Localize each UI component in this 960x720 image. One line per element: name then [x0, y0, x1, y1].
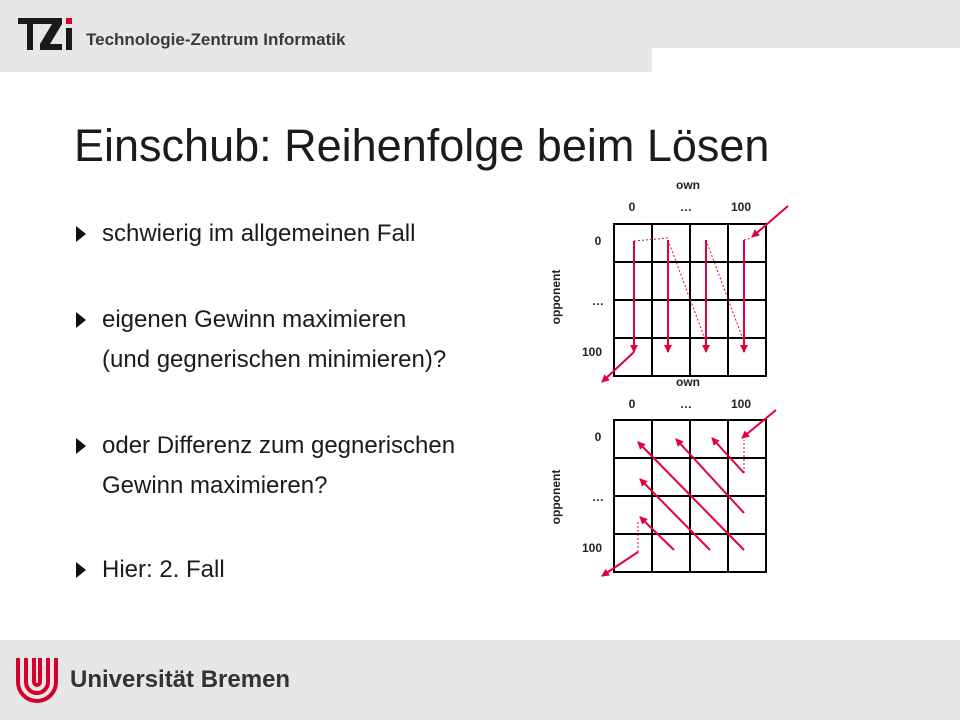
y-tick-label: … — [592, 490, 604, 504]
university-seal-logo — [14, 654, 60, 704]
x-tick-label: 0 — [628, 397, 636, 411]
bullet-2-text-line-1: eigenen Gewinn maximieren — [102, 306, 407, 333]
bullet-3-text-line-1: oder Differenz zum gegnerischen — [102, 432, 456, 459]
university-name: Universität Bremen — [70, 666, 291, 693]
y-tick-label: 0 — [594, 430, 602, 444]
diagram-column-order — [549, 178, 788, 382]
x-tick-label: 0 — [628, 200, 636, 214]
x-tick-label: … — [680, 397, 692, 411]
bullet-3-text-line-2: Gewinn maximieren? — [102, 472, 328, 499]
x-axis-title: own — [676, 375, 700, 389]
x-tick-label: 100 — [730, 200, 752, 214]
institute-name: Technologie-Zentrum Informatik — [86, 30, 346, 49]
x-axis-title: own — [676, 178, 700, 192]
y-tick-label: 100 — [581, 345, 603, 359]
diagram-diagonal-order — [549, 375, 776, 576]
bullet-2-text-line-2: (und gegnerischen minimieren)? — [102, 346, 447, 373]
x-tick-label: … — [680, 200, 692, 214]
y-axis-title: opponent — [549, 469, 563, 525]
bullet-4-text: Hier: 2. Fall — [102, 556, 225, 583]
x-tick-label: 100 — [730, 397, 752, 411]
y-tick-label: 100 — [581, 541, 603, 555]
y-axis-title: opponent — [549, 269, 563, 325]
slide-title: Einschub: Reihenfolge beim Lösen — [74, 120, 770, 171]
y-tick-label: 0 — [594, 234, 602, 248]
bullet-1-text: schwierig im allgemeinen Fall — [102, 220, 416, 247]
y-tick-label: … — [592, 294, 604, 308]
